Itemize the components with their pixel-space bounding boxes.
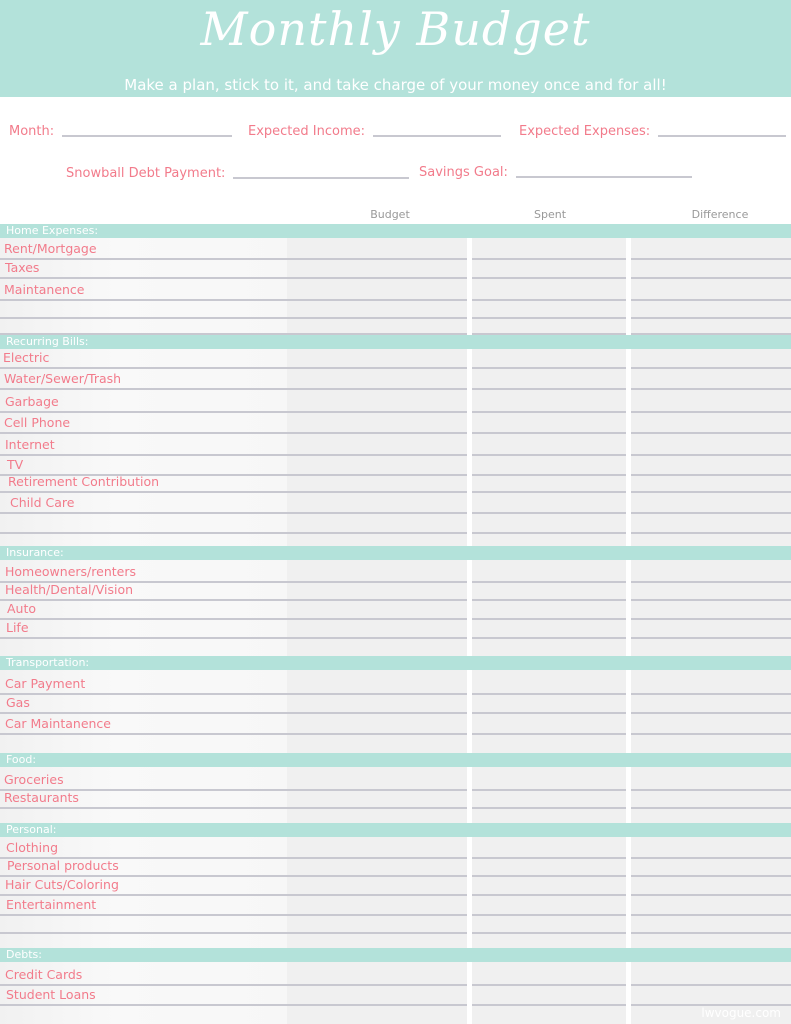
line-item-label: Maintanence xyxy=(4,282,85,297)
line-item-label: Clothing xyxy=(6,840,59,855)
spent-entry-line[interactable] xyxy=(472,894,626,896)
snowball-field[interactable] xyxy=(66,166,409,181)
line-item-label: Homeowners/renters xyxy=(5,564,136,579)
line-item-label: Health/Dental/Vision xyxy=(5,582,134,597)
watermark: lwvogue.com xyxy=(701,1006,781,1020)
difference-entry-line[interactable] xyxy=(631,532,791,534)
snowball-blank[interactable] xyxy=(233,177,409,179)
savings-goal-label: Savings Goal: xyxy=(419,165,508,180)
difference-entry-line[interactable] xyxy=(631,932,791,934)
spent-entry-line[interactable] xyxy=(472,277,626,279)
category-entry-line[interactable] xyxy=(0,411,467,413)
difference-entry-line[interactable] xyxy=(631,512,791,514)
difference-entry-line[interactable] xyxy=(631,712,791,714)
difference-entry-line[interactable] xyxy=(631,637,791,639)
difference-entry-line[interactable] xyxy=(631,693,791,695)
section-header: Food: xyxy=(0,753,791,767)
category-entry-line[interactable] xyxy=(0,532,467,534)
spent-entry-line[interactable] xyxy=(472,712,626,714)
line-item-label: Car Maintanence xyxy=(5,716,111,731)
expected-income-field[interactable] xyxy=(248,124,501,139)
category-entry-line[interactable] xyxy=(0,317,467,319)
category-entry-line[interactable] xyxy=(0,1004,467,1006)
difference-entry-line[interactable] xyxy=(631,618,791,620)
line-item-label: Internet xyxy=(5,437,55,452)
difference-entry-line[interactable] xyxy=(631,317,791,319)
expected-income-label: Expected Income: xyxy=(248,124,365,139)
section-header: Debts: xyxy=(0,948,791,962)
difference-entry-line[interactable] xyxy=(631,857,791,859)
column-header-difference: Difference xyxy=(691,208,749,221)
snowball-label: Snowball Debt Payment: xyxy=(66,166,226,181)
difference-entry-line[interactable] xyxy=(631,984,791,986)
savings-goal-blank[interactable] xyxy=(516,176,692,178)
category-entry-line[interactable] xyxy=(0,693,467,695)
column-header-budget: Budget xyxy=(370,208,410,221)
spent-entry-line[interactable] xyxy=(472,512,626,514)
difference-entry-line[interactable] xyxy=(631,599,791,601)
section-header: Insurance: xyxy=(0,546,791,560)
category-entry-line[interactable] xyxy=(0,512,467,514)
category-entry-line[interactable] xyxy=(0,894,467,896)
spent-entry-line[interactable] xyxy=(472,789,626,791)
spent-entry-line[interactable] xyxy=(472,984,626,986)
line-item-label: TV xyxy=(7,457,24,472)
page-title: Monthly Budget xyxy=(200,2,591,56)
difference-entry-line[interactable] xyxy=(631,258,791,260)
difference-entry-line[interactable] xyxy=(631,277,791,279)
category-entry-line[interactable] xyxy=(0,454,467,456)
savings-goal-field[interactable] xyxy=(419,165,692,180)
line-item-label: Groceries xyxy=(4,772,64,787)
category-entry-line[interactable] xyxy=(0,388,467,390)
spent-entry-line[interactable] xyxy=(472,932,626,934)
spent-entry-line[interactable] xyxy=(472,299,626,301)
spent-entry-line[interactable] xyxy=(472,875,626,877)
category-entry-line[interactable] xyxy=(0,914,467,916)
difference-entry-line[interactable] xyxy=(631,367,791,369)
section-header: Home Expenses: xyxy=(0,224,791,238)
spent-entry-line[interactable] xyxy=(472,532,626,534)
spent-entry-line[interactable] xyxy=(472,388,626,390)
line-item-label: Student Loans xyxy=(6,987,96,1002)
month-label: Month: xyxy=(9,124,55,139)
difference-entry-line[interactable] xyxy=(631,581,791,583)
line-item-label: Credit Cards xyxy=(5,967,83,982)
difference-entry-line[interactable] xyxy=(631,875,791,877)
spent-entry-line[interactable] xyxy=(472,733,626,735)
line-item-label: Personal products xyxy=(7,858,119,873)
category-entry-line[interactable] xyxy=(0,618,467,620)
line-item-label: Water/Sewer/Trash xyxy=(4,371,122,386)
expected-expenses-blank[interactable] xyxy=(658,135,786,137)
line-item-label: Taxes xyxy=(5,260,40,275)
line-item-label: Child Care xyxy=(10,495,75,510)
line-item-label: Cell Phone xyxy=(4,415,71,430)
budget-column xyxy=(287,238,467,1024)
spent-entry-line[interactable] xyxy=(472,432,626,434)
difference-entry-line[interactable] xyxy=(631,432,791,434)
spent-entry-line[interactable] xyxy=(472,637,626,639)
category-entry-line[interactable] xyxy=(0,599,467,601)
spent-entry-line[interactable] xyxy=(472,317,626,319)
spent-column xyxy=(472,238,626,1024)
spent-entry-line[interactable] xyxy=(472,454,626,456)
spent-entry-line[interactable] xyxy=(472,857,626,859)
difference-entry-line[interactable] xyxy=(631,474,791,476)
line-item-label: Retirement Contribution xyxy=(8,474,160,489)
spent-entry-line[interactable] xyxy=(472,411,626,413)
section-header: Recurring Bills: xyxy=(0,335,791,349)
spent-entry-line[interactable] xyxy=(472,693,626,695)
difference-entry-line[interactable] xyxy=(631,299,791,301)
difference-column xyxy=(631,238,791,1024)
line-item-label: Hair Cuts/Coloring xyxy=(5,877,119,892)
difference-entry-line[interactable] xyxy=(631,733,791,735)
difference-entry-line[interactable] xyxy=(631,411,791,413)
month-field[interactable] xyxy=(9,124,232,139)
spent-entry-line[interactable] xyxy=(472,914,626,916)
line-item-label: Life xyxy=(6,620,29,635)
category-entry-line[interactable] xyxy=(0,367,467,369)
section-header: Personal: xyxy=(0,823,791,837)
line-item-label: Garbage xyxy=(5,394,59,409)
line-item-label: Entertainment xyxy=(6,897,97,912)
category-entry-line[interactable] xyxy=(0,932,467,934)
category-entry-line[interactable] xyxy=(0,807,467,809)
spent-entry-line[interactable] xyxy=(472,581,626,583)
month-blank[interactable] xyxy=(62,135,232,137)
spent-entry-line[interactable] xyxy=(472,258,626,260)
category-entry-line[interactable] xyxy=(0,491,467,493)
spent-entry-line[interactable] xyxy=(472,599,626,601)
category-entry-line[interactable] xyxy=(0,299,467,301)
category-entry-line[interactable] xyxy=(0,432,467,434)
spent-entry-line[interactable] xyxy=(472,474,626,476)
expected-income-blank[interactable] xyxy=(373,135,501,137)
difference-entry-line[interactable] xyxy=(631,388,791,390)
line-item-label: Gas xyxy=(6,695,30,710)
section-header: Transportation: xyxy=(0,656,791,670)
spent-entry-line[interactable] xyxy=(472,618,626,620)
line-item-label: Rent/Mortgage xyxy=(4,241,97,256)
spent-entry-line[interactable] xyxy=(472,367,626,369)
line-item-label: Car Payment xyxy=(5,676,86,691)
difference-entry-line[interactable] xyxy=(631,894,791,896)
category-entry-line[interactable] xyxy=(0,984,467,986)
line-item-label: Electric xyxy=(3,350,50,365)
line-item-label: Auto xyxy=(7,601,37,616)
category-entry-line[interactable] xyxy=(0,637,467,639)
difference-entry-line[interactable] xyxy=(631,914,791,916)
category-entry-line[interactable] xyxy=(0,712,467,714)
header-banner xyxy=(0,0,791,97)
category-entry-line[interactable] xyxy=(0,258,467,260)
expected-expenses-label: Expected Expenses: xyxy=(519,124,651,139)
line-item-label: Restaurants xyxy=(4,790,79,805)
difference-entry-line[interactable] xyxy=(631,807,791,809)
difference-entry-line[interactable] xyxy=(631,789,791,791)
page-subtitle: Make a plan, stick to it, and take charge of your money once and for all! xyxy=(124,76,667,94)
spent-entry-line[interactable] xyxy=(472,1004,626,1006)
column-header-spent: Spent xyxy=(533,208,567,221)
difference-entry-line[interactable] xyxy=(631,491,791,493)
spent-entry-line[interactable] xyxy=(472,491,626,493)
expected-expenses-field[interactable] xyxy=(519,124,786,139)
category-entry-line[interactable] xyxy=(0,733,467,735)
difference-entry-line[interactable] xyxy=(631,454,791,456)
spent-entry-line[interactable] xyxy=(472,807,626,809)
category-entry-line[interactable] xyxy=(0,277,467,279)
